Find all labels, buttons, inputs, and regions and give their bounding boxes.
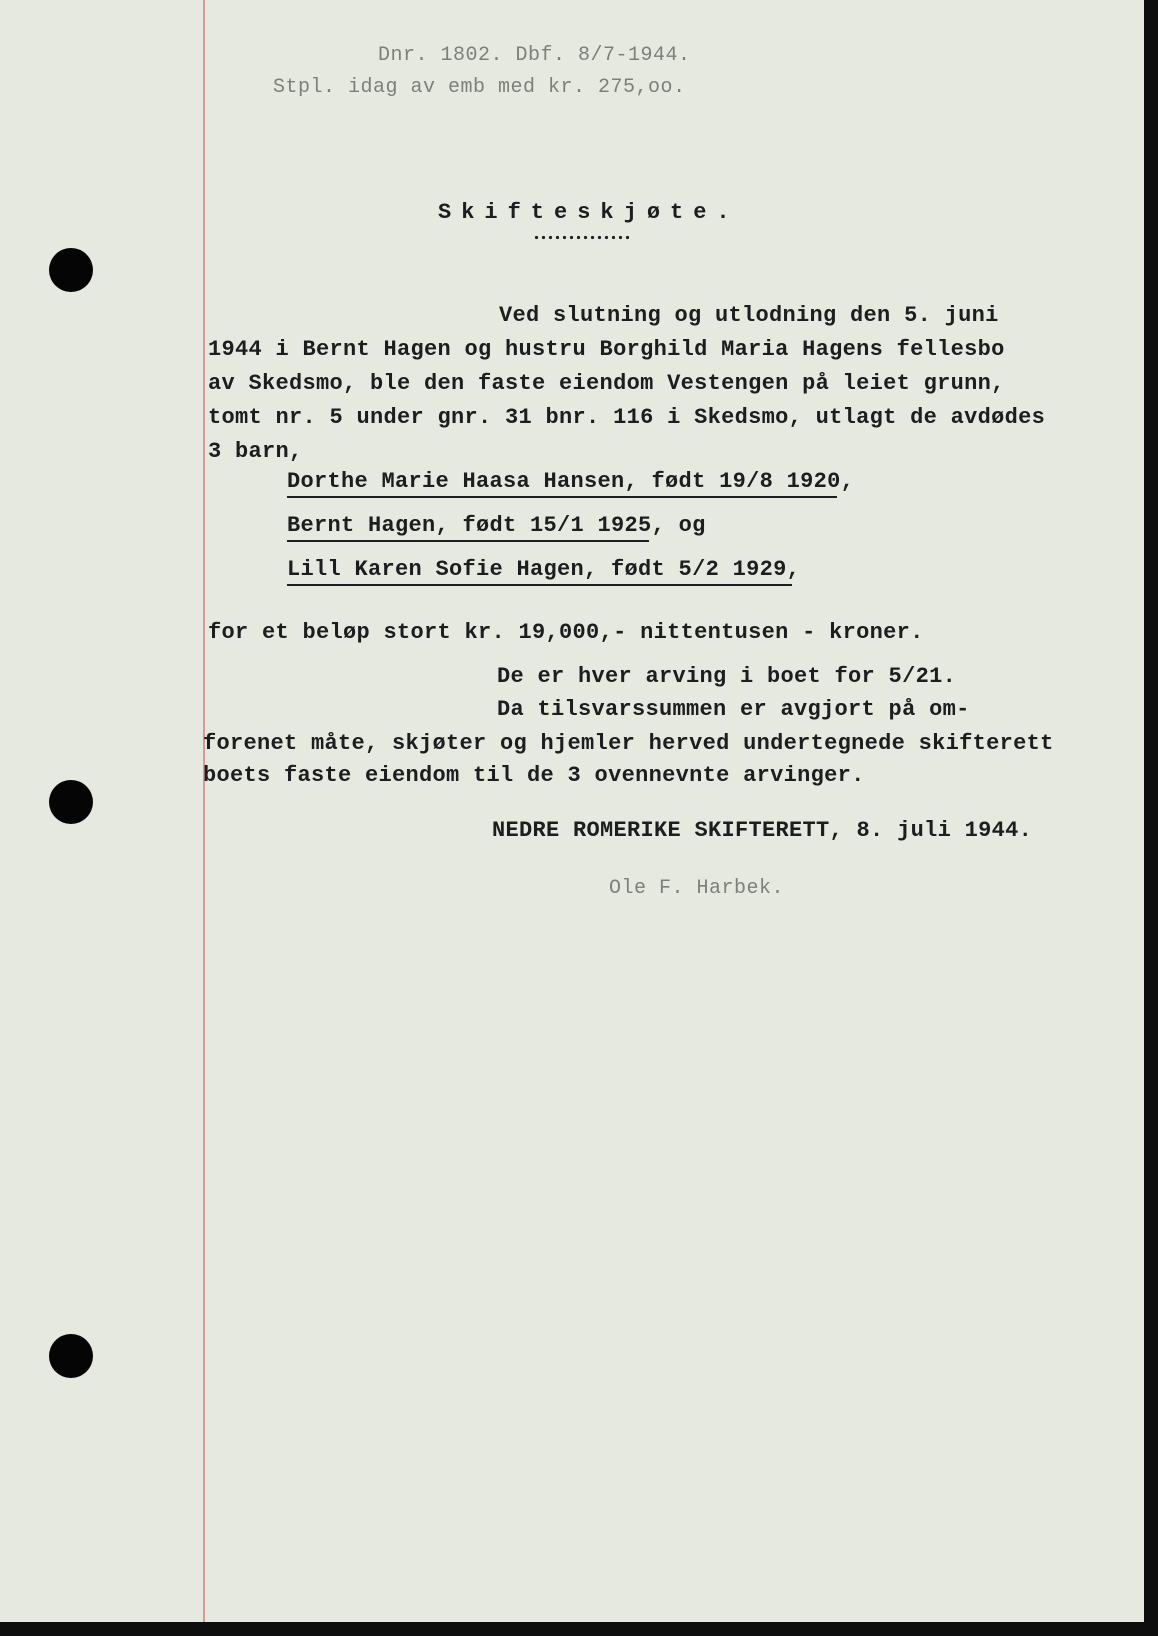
paragraph1-line-1: Ved slutning og utlodning den 5. juni (499, 303, 999, 328)
paragraph1-line-2: 1944 i Bernt Hagen og hustru Borghild Maria Hagens fellesbo (208, 337, 1005, 362)
heir-1-underline (287, 496, 837, 498)
paragraph2-line-2: forenet måte, skjøter og hjemler herved undertegnede skifterett (203, 731, 1054, 756)
punch-hole-middle (49, 780, 93, 824)
registration-line: Dnr. 1802. Dbf. 8/7-1944. (378, 44, 691, 67)
heir-1 (287, 469, 854, 494)
paragraph1-line-5: 3 barn, (208, 439, 303, 464)
punch-hole-bottom (49, 1334, 93, 1378)
paragraph1-line-3: av Skedsmo, ble den faste eiendom Vestengen på leiet grunn, (208, 371, 1005, 396)
court-dateline: NEDRE ROMERIKE SKIFTERETT, 8. juli 1944. (492, 818, 1033, 843)
heir-3-suffix: , (786, 557, 801, 582)
title-underline-dots (533, 235, 631, 240)
paragraph2-line-3: boets faste eiendom til de 3 ovennevnte arvinger. (203, 763, 865, 788)
heir-2-underline (287, 540, 649, 542)
heir-3 (287, 557, 800, 582)
punch-hole-top (49, 248, 93, 292)
heir-1-suffix: , (840, 469, 855, 494)
heir-3-underline (287, 584, 792, 586)
heir-2 (287, 513, 706, 538)
paragraph2-line-1: Da tilsvarssummen er avgjort på om- (497, 697, 970, 722)
document-title: Skifteskjøte. (438, 200, 740, 225)
stamp-note-line: Stpl. idag av emb med kr. 275,oo. (273, 76, 686, 99)
paragraph1-line-4: tomt nr. 5 under gnr. 31 bnr. 116 i Skedsmo, utlagt de avdødes (208, 405, 1046, 430)
amount-line: for et beløp stort kr. 19,000,- nittentusen - kroner. (208, 620, 924, 645)
share-line: De er hver arving i boet for 5/21. (497, 664, 957, 689)
signature-line: Ole F. Harbek. (609, 877, 785, 900)
margin-rule (203, 0, 205, 1622)
heir-2-text: Bernt Hagen, født 15/1 1925 (287, 513, 652, 538)
heir-1-text: Dorthe Marie Haasa Hansen, født 19/8 1920 (287, 469, 841, 494)
heir-3-text: Lill Karen Sofie Hagen, født 5/2 1929 (287, 557, 787, 582)
heir-2-suffix: , og (651, 513, 706, 538)
